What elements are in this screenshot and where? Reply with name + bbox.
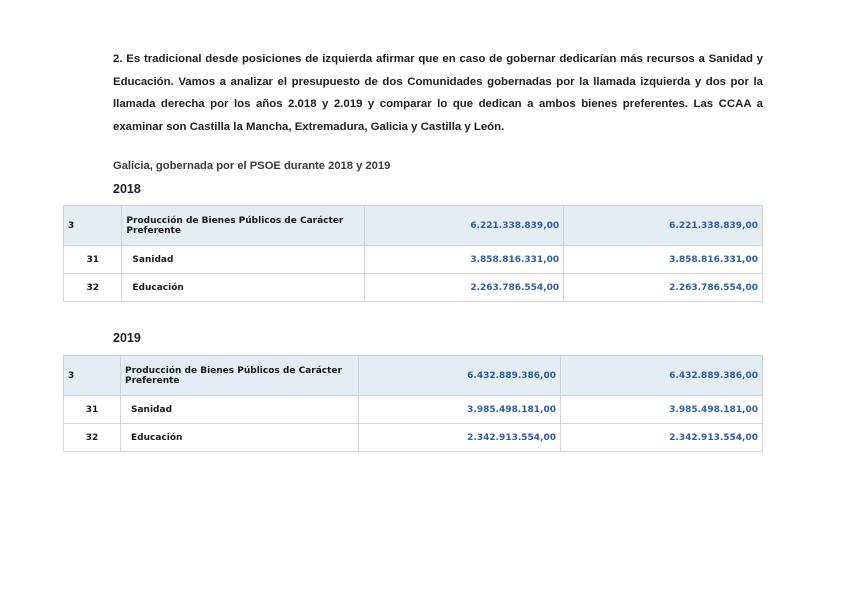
intro-paragraph (113, 48, 763, 138)
intro-line: Sanidad y Educación. Vamos a analizar el presupuesto de dos Comunidades gobernadas por la llamada izquierda (113, 53, 763, 88)
row-amount: 3.985.498.181,00 (359, 396, 561, 424)
table-row (64, 274, 763, 302)
table-row (64, 246, 763, 274)
section-subtitle: Galicia, gobernada por el PSOE durante 2018 y 2019 (113, 160, 391, 172)
row-code: 32 (64, 274, 122, 302)
row-label: Educación (121, 424, 359, 452)
year-heading-2019: 2019 (113, 331, 141, 345)
row-amount: 6.221.338.839,00 (365, 206, 564, 246)
row-amount: 2.263.786.554,00 (564, 274, 763, 302)
row-amount: 3.985.498.181,00 (561, 396, 763, 424)
row-amount: 2.342.913.554,00 (359, 424, 561, 452)
row-code: 3 (64, 206, 122, 246)
table-row (64, 206, 763, 246)
table-row (64, 424, 763, 452)
row-amount: 3.858.816.331,00 (365, 246, 564, 274)
row-amount: 6.432.889.386,00 (561, 356, 763, 396)
row-label: Sanidad (121, 396, 359, 424)
row-label: Sanidad (122, 246, 365, 274)
intro-line: Las CCAA a examinar son Castilla la Mancha, Extremadura, Galicia y Castilla y León. (113, 98, 763, 133)
row-amount: 6.221.338.839,00 (564, 206, 763, 246)
budget-table-2018 (63, 205, 763, 302)
row-code: 3 (64, 356, 121, 396)
row-code: 32 (64, 424, 121, 452)
intro-line: y dos por la llamada derecha por los años 2.018 y 2.019 y comparar lo que dedican a ambos bienes preferentes. (113, 75, 763, 110)
intro-line: 2. Es tradicional desde posiciones de izquierda afirmar que en caso de gobernar dedicarían más recursos a (113, 53, 705, 65)
table-row (64, 396, 763, 424)
row-amount: 2.263.786.554,00 (365, 274, 564, 302)
row-amount: 6.432.889.386,00 (359, 356, 561, 396)
row-code: 31 (64, 246, 122, 274)
year-heading-2018: 2018 (113, 182, 141, 196)
budget-table-2019 (63, 355, 763, 452)
row-label: Producción de Bienes Públicos de Carácter Preferente (122, 206, 365, 246)
row-label: Producción de Bienes Públicos de Carácter Preferente (121, 356, 359, 396)
row-amount: 2.342.913.554,00 (561, 424, 763, 452)
table-row (64, 356, 763, 396)
row-code: 31 (64, 396, 121, 424)
row-label: Educación (122, 274, 365, 302)
row-amount: 3.858.816.331,00 (564, 246, 763, 274)
